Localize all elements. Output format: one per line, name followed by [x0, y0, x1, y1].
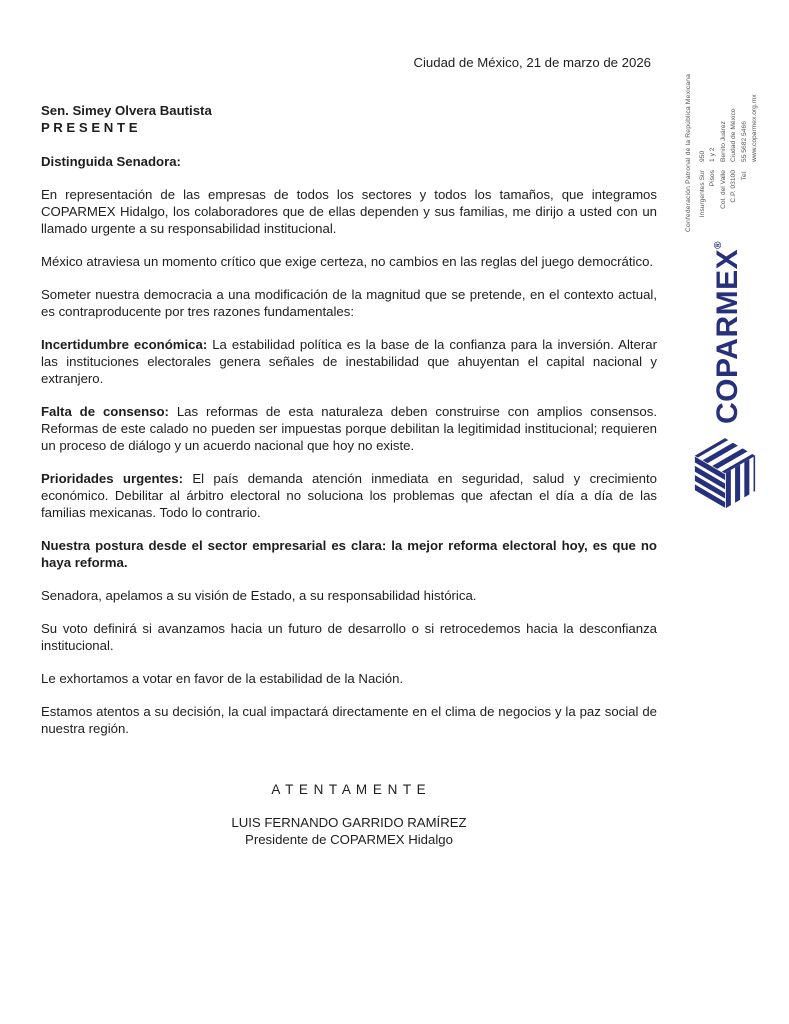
address-row: Pisos 1 y 2 [709, 147, 717, 187]
paragraph: México atraviesa un momento crítico que exige certeza, no cambios en las reglas del juego democrático. [41, 254, 654, 269]
letter-body [41, 0, 657, 848]
paragraph-prioridades: Prioridades urgentes: El país demanda atención inmediata en seguridad, salud y crecimiento económico. Debilitar al árbitro electoral no soluciona los problemas que afectan el día a día de las familias mexicanas. Todo lo contrario. [41, 471, 657, 520]
paragraph-postura: Nuestra postura desde el sector empresarial es clara: la mejor reforma electoral hoy, es que no haya reforma. [41, 538, 657, 570]
signature-block [41, 814, 657, 848]
address-row-website: www.coparmex.org.mx [751, 94, 759, 162]
paragraph-falta-consenso: Falta de consenso: Las reformas de esta naturaleza deben construirse con amplios consensos. Reformas de este calado no pueden ser impuestas porque debilitan la legitimidad institucional; requieren un proceso de diálogo y un acuerdo nacional que hoy no existe. [41, 404, 657, 453]
signer-name: LUIS FERNANDO GARRIDO RAMÍREZ [231, 815, 467, 830]
paragraph: Le exhortamos a votar en favor de la estabilidad de la Nación. [41, 671, 404, 686]
salutation: Distinguida Senadora: [41, 154, 181, 169]
address-row: C.P. 03100 Ciudad de México [730, 108, 738, 203]
paragraph-incertidumbre: Incertidumbre económica: La estabilidad política es la base de la confianza para la inversión. Alterar las instituciones electorales genera señales de inestabilidad que ahuyentan el capital nacional y extranjero. [41, 337, 657, 386]
address-row: Insurgentes Sur 950 [699, 150, 706, 218]
closing-atentamente: A T E N T A M E N T E [271, 782, 427, 797]
registered-trademark-symbol: ® [713, 241, 724, 249]
address-row: Col. del Valle Benito Juárez [719, 121, 727, 209]
paragraph: Su voto definirá si avanzamos hacia un futuro de desarrollo o si retrocedemos hacia la desconfianza institucional. [41, 621, 657, 653]
coparmex-wordmark: COPARMEX® [711, 241, 744, 424]
recipient-name: Sen. Simey Olvera Bautista [41, 103, 212, 118]
paragraph: Estamos atentos a su decisión, la cual impactará directamente en el clima de negocios y la paz social de nuestra región. [41, 704, 657, 736]
date-line: Ciudad de México, 21 de marzo de 2026 [413, 55, 651, 70]
coparmex-emblem-icon [683, 431, 767, 509]
sidebar-address-block [684, 56, 764, 232]
paragraph: Someter nuestra democracia a una modificación de la magnitud que se pretende, en el contexto actual, es contraproducente por tres razones fundamentales: [41, 287, 657, 319]
recipient-block [41, 102, 657, 136]
paragraph: Senadora, apelamos a su visión de Estado, a su responsabilidad histórica. [41, 588, 477, 603]
recipient-presente: P R E S E N T E [41, 120, 138, 135]
signer-title: Presidente de COPARMEX Hidalgo [245, 832, 453, 847]
org-full-name: Confederación Patronal de la República Mexicana [685, 73, 692, 232]
address-row-phone: Tel. 55 5682 5466 [740, 121, 748, 181]
paragraph: En representación de las empresas de todos los sectores y todos los tamaños, que integramos COPARMEX Hidalgo, los colaboradores que de ellas dependen y sus familias, me dirijo a usted con un llamado urgente a su responsabilidad institucional. [41, 187, 657, 236]
